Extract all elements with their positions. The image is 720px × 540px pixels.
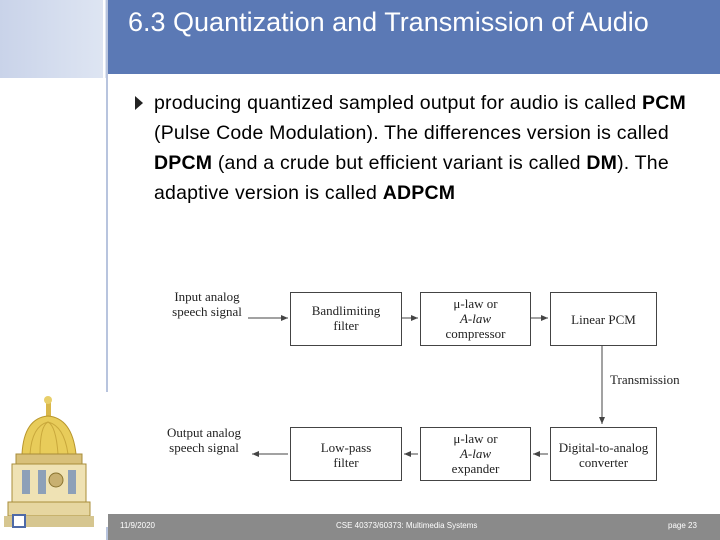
box-label-line: converter (578, 455, 629, 470)
box-label-line: compressor (445, 326, 506, 341)
bullet-segment: ). The adaptive version is called (154, 152, 669, 204)
bullet-segment-bold: DPCM (154, 152, 213, 174)
bullet-text (154, 88, 694, 208)
bullet-segment: producing quantized sampled output for audio is called (154, 92, 642, 114)
bullet-segment: (and a crude but efficient variant is called (212, 152, 587, 174)
dac-box (550, 427, 657, 481)
box-label-line: A-law (459, 311, 492, 326)
output-label-line: Output analog (166, 425, 241, 440)
bullet-segment-bold: PCM (641, 92, 686, 114)
box-label-line: Digital-to-analog (558, 440, 649, 455)
box-label-line: expander (451, 461, 500, 476)
bullet-segment: (Pulse Code Modulation). The differences version is called (154, 122, 669, 144)
golden-dome-logo (0, 392, 108, 527)
transmission-label: Transmission (610, 372, 680, 387)
expander-box (420, 427, 531, 481)
box-label-line: filter (333, 455, 359, 470)
left-top-panel (0, 0, 108, 78)
footer-square-icon (12, 514, 26, 528)
footer-page: page 23 (668, 521, 697, 530)
box-label-line: μ-law or (453, 431, 498, 446)
input-signal-label (162, 289, 252, 319)
box-label-line: Linear PCM (571, 312, 636, 327)
output-label-line: speech signal (169, 440, 239, 455)
box-label-line: A-law (459, 446, 492, 461)
box-label-line: Bandlimiting (311, 303, 381, 318)
input-label-line: speech signal (172, 304, 242, 319)
slide-title: 6.3 Quantization and Transmission of Audio (128, 7, 649, 37)
lowpass-filter-box (290, 427, 402, 481)
bandlimiting-filter-box (290, 292, 402, 346)
box-label-line: filter (333, 318, 359, 333)
footer-bar (108, 514, 720, 540)
compressor-box (420, 292, 531, 346)
footer-course: CSE 40373/60373: Multimedia Systems (336, 521, 478, 530)
linear-pcm-box (550, 292, 657, 346)
bullet-segment-bold: ADPCM (382, 182, 456, 204)
box-label-line: Low-pass (320, 440, 372, 455)
footer-date: 11/9/2020 (120, 521, 155, 530)
output-signal-label (158, 425, 250, 455)
input-label-line: Input analog (174, 289, 240, 304)
box-label-line: μ-law or (453, 296, 498, 311)
bullet-segment-bold: DM (586, 152, 618, 174)
bullet-arrow-icon (135, 96, 143, 110)
